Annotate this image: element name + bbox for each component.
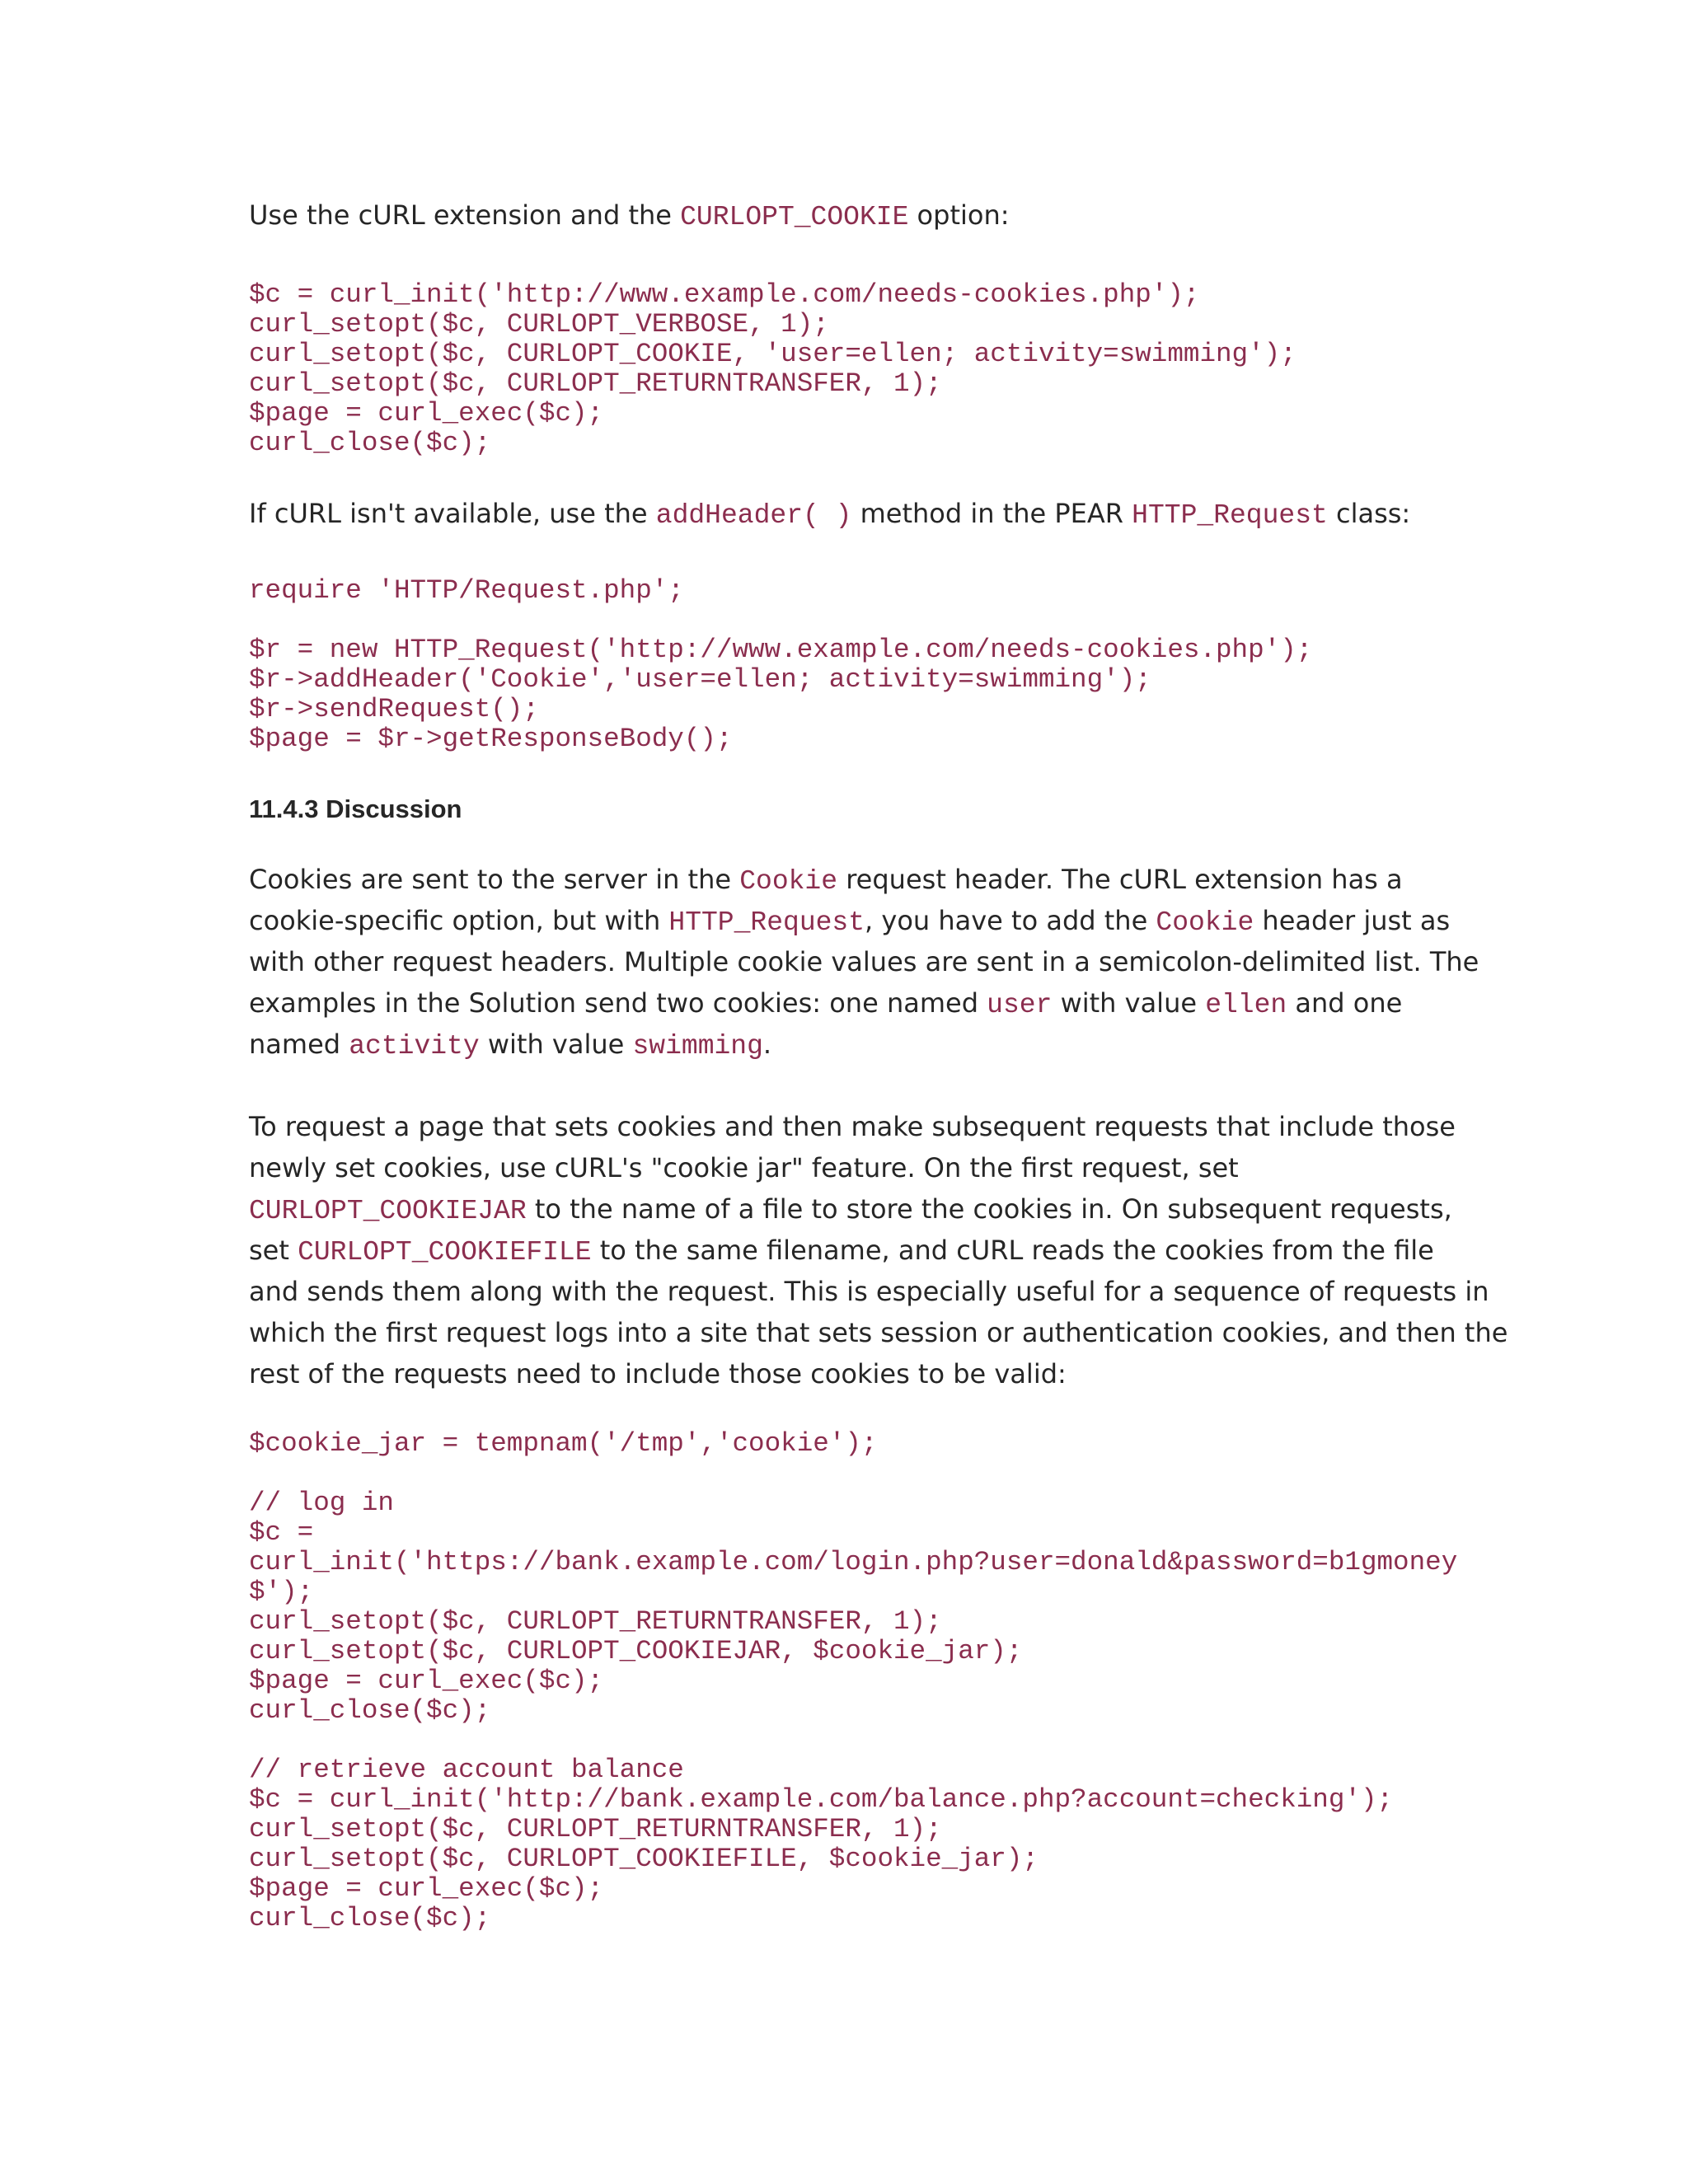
code-line: $cookie_jar = tempnam('/tmp','cookie'); <box>249 1428 878 1459</box>
code-line: $page = curl_exec($c); <box>249 398 604 429</box>
discussion-paragraph-2 <box>249 1106 1508 1394</box>
code-block-curl <box>249 280 1296 458</box>
code-block-cookie-jar <box>249 1429 877 1459</box>
text-line: rest of the requests need to include those cookies to be valid: <box>249 1358 1067 1390</box>
code-block-balance <box>249 1755 1393 1933</box>
code-line: $'); <box>249 1577 314 1607</box>
alternative-paragraph <box>249 493 1452 534</box>
text-run: to the same filename, and cURL reads the cookies from the file <box>591 1235 1434 1266</box>
text-run: , you have to add the <box>865 905 1156 936</box>
section-heading: 11.4.3 Discussion <box>249 794 462 823</box>
text-line <box>249 859 1452 900</box>
code-block-require <box>249 576 684 606</box>
code-line: curl_setopt($c, CURLOPT_RETURNTRANSFER, 1); <box>249 1814 942 1844</box>
code-line: $r->addHeader('Cookie','user=ellen; activity=swimming'); <box>249 664 1151 695</box>
intro-text-end: option: <box>908 199 1010 231</box>
text-run: with value <box>1052 987 1206 1019</box>
code-line: curl_setopt($c, CURLOPT_COOKIEJAR, $cookie_jar); <box>249 1636 1023 1666</box>
intro-text: Use the cURL extension and the <box>249 199 681 231</box>
code-line: $c = curl_init('http://bank.example.com/balance.php?account=checking'); <box>249 1784 1394 1815</box>
text-run: Cookies are sent to the server in the <box>249 864 740 895</box>
code-line: curl_close($c); <box>249 1903 491 1933</box>
text-line <box>249 982 1452 1024</box>
inline-code: user <box>987 990 1053 1020</box>
text-line <box>249 1188 1452 1230</box>
text-line: newly set cookies, use cURL's "cookie jar" feature. On the first request, set <box>249 1152 1239 1183</box>
alt-text-middle: method in the PEAR <box>851 498 1132 529</box>
code-line: curl_close($c); <box>249 1695 491 1726</box>
code-block-login <box>249 1488 1457 1726</box>
code-line: $page = curl_exec($c); <box>249 1666 604 1696</box>
inline-code: ellen <box>1205 990 1287 1020</box>
text-run: with value <box>479 1029 633 1060</box>
inline-code: swimming <box>632 1031 763 1062</box>
text-run: set <box>249 1235 298 1266</box>
text-run: header just as <box>1254 905 1451 936</box>
code-line: $page = $r->getResponseBody(); <box>249 724 733 754</box>
code-line: curl_close($c); <box>249 428 491 458</box>
code-line: // log in <box>249 1488 394 1518</box>
text-line: To request a page that sets cookies and then make subsequent requests that include those <box>249 1111 1456 1142</box>
text-run: cookie-specific option, but with <box>249 905 669 936</box>
inline-code-http-request: HTTP_Request <box>1132 500 1328 531</box>
text-line: and sends them along with the request. This is especially useful for a sequence of requests in <box>249 1276 1489 1307</box>
alt-text-end: class: <box>1327 498 1411 529</box>
inline-code: Cookie <box>1156 907 1254 938</box>
text-line <box>249 1230 1452 1271</box>
inline-code: activity <box>349 1031 480 1062</box>
code-line: require 'HTTP/Request.php'; <box>249 575 684 606</box>
inline-code: HTTP_Request <box>668 907 865 938</box>
code-line: curl_setopt($c, CURLOPT_RETURNTRANSFER, 1); <box>249 1606 942 1637</box>
intro-line <box>249 194 1452 236</box>
code-line: // retrieve account balance <box>249 1755 684 1785</box>
inline-code: Cookie <box>739 866 838 897</box>
code-block-pear <box>249 635 1312 754</box>
alt-text: If cURL isn't available, use the <box>249 498 656 529</box>
discussion-paragraph-1 <box>249 859 1479 1065</box>
code-line: $r = new HTTP_Request('http://www.example.com/needs-cookies.php'); <box>249 635 1313 665</box>
code-line: $r->sendRequest(); <box>249 694 539 724</box>
alt-line <box>249 493 1452 534</box>
code-line: curl_setopt($c, CURLOPT_COOKIE, 'user=ellen; activity=swimming'); <box>249 339 1296 369</box>
code-line: curl_setopt($c, CURLOPT_COOKIEFILE, $cookie_jar); <box>249 1844 1039 1874</box>
code-line: $c = curl_init('http://www.example.com/needs-cookies.php'); <box>249 279 1200 310</box>
code-line: $c = <box>249 1517 314 1548</box>
text-run: and one <box>1287 987 1403 1019</box>
inline-code: CURLOPT_COOKIEFILE <box>298 1237 592 1268</box>
code-line: curl_setopt($c, CURLOPT_RETURNTRANSFER, 1); <box>249 368 942 399</box>
text-line <box>249 1024 1452 1065</box>
text-run: named <box>249 1029 349 1060</box>
text-line: which the first request logs into a site that sets session or authentication cookies, and then the <box>249 1317 1508 1348</box>
text-run: . <box>762 1029 772 1060</box>
text-line: with other request headers. Multiple cookie values are sent in a semicolon-delimited list. The <box>249 946 1479 977</box>
text-line <box>249 900 1452 941</box>
text-run: request header. The cURL extension has a <box>837 864 1403 895</box>
intro-paragraph <box>249 194 1452 236</box>
inline-code: CURLOPT_COOKIEJAR <box>249 1196 527 1226</box>
inline-code-addheader: addHeader( ) <box>655 500 852 531</box>
text-run: to the name of a file to store the cookies in. On subsequent requests, <box>526 1193 1452 1225</box>
inline-code-curlopt-cookie: CURLOPT_COOKIE <box>680 202 909 232</box>
code-line: curl_init('https://bank.example.com/login.php?user=donald&password=b1gmoney <box>249 1547 1458 1577</box>
code-line: curl_setopt($c, CURLOPT_VERBOSE, 1); <box>249 309 829 340</box>
text-run: examples in the Solution send two cookies: one named <box>249 987 987 1019</box>
code-line: $page = curl_exec($c); <box>249 1873 604 1904</box>
